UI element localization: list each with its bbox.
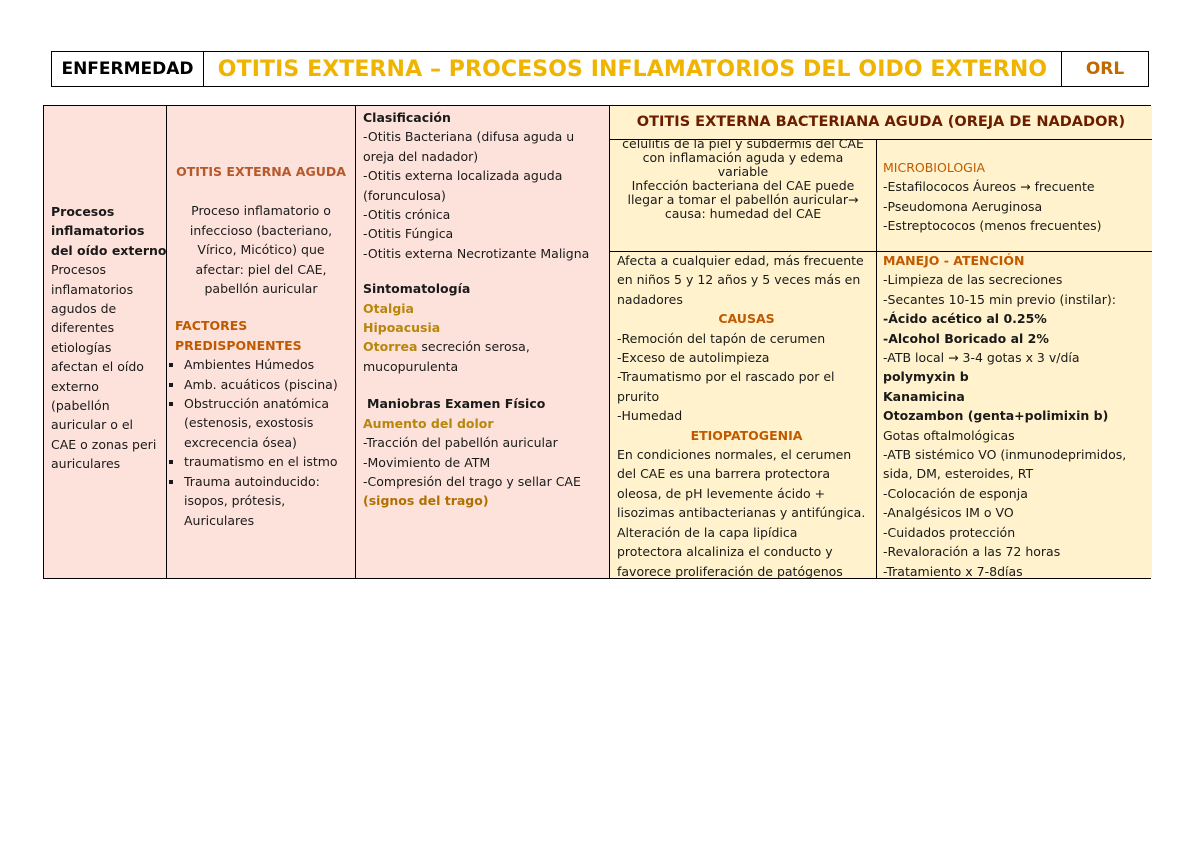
management-line: -ATB local → 3-4 gotas x 3 v/día	[883, 350, 1080, 366]
management-line: -Tratamiento x 7-8días	[883, 563, 1023, 578]
management-line: -Limpieza de las secreciones	[883, 272, 1063, 288]
classification-title: Clasificación	[363, 110, 451, 125]
pain-title: Aumento del dolor	[363, 415, 494, 431]
cause-item: -Remoción del tapón de cerumen	[617, 330, 826, 346]
management-bold-line: -Alcohol Boricado al 2%	[883, 330, 1049, 346]
drug-name: polymyxin b	[883, 369, 969, 385]
cause-item: -Exceso de autolimpieza	[617, 350, 770, 366]
exam-item: -Movimiento de ATM	[363, 454, 491, 470]
col1-body-line: diferentes	[51, 320, 115, 336]
management-block	[876, 251, 1152, 578]
col2-desc-line: Proceso inflamatorio o	[191, 203, 331, 219]
management-line: sida, DM, esteroides, RT	[883, 466, 1034, 482]
exam-item: -Compresión del trago y sellar CAE	[363, 473, 581, 489]
age-line: nadadores	[617, 291, 683, 307]
factors-list	[167, 355, 355, 530]
causes-block	[610, 251, 876, 578]
classification-item: -Otitis externa localizada aguda	[363, 168, 563, 184]
symptom-otalgia: Otalgia	[363, 300, 414, 316]
section-title: OTITIS EXTERNA BACTERIANA AGUDA (OREJA DE NADADOR)	[610, 106, 1152, 140]
symptoms-title: Sintomatología	[363, 281, 471, 297]
symptom-otorrea-cont: mucopurulenta	[363, 358, 459, 374]
classification-item: (forunculosa)	[363, 187, 446, 203]
col2-desc-line: Vírico, Micótico) que	[197, 242, 325, 258]
classification-item: -Otitis Bacteriana (difusa aguda u	[363, 129, 575, 145]
etio-line: lisozimas antibacterianas y antifúngica.	[617, 505, 866, 521]
col1-body-line: (pabellón	[51, 398, 110, 414]
column-otitis-aguda	[167, 106, 356, 578]
etio-line: del CAE es una barrera protectora	[617, 466, 830, 482]
management-line: -Revaloración a las 72 horas	[883, 544, 1061, 560]
col1-body-line: auricular o el	[51, 417, 134, 433]
factors-title-line: PREDISPONENTES	[175, 337, 302, 353]
cause-item: -Traumatismo por el rascado por el	[617, 369, 835, 385]
col2-title: OTITIS EXTERNA AGUDA	[176, 164, 346, 179]
cause-item: -Humedad	[617, 408, 683, 424]
definition-line: llegar a tomar el pabellón auricular→	[627, 192, 859, 207]
management-line: -ATB sistémico VO (inmunodeprimidos,	[883, 447, 1127, 463]
column-bacteriana-aguda	[610, 106, 1152, 578]
management-title: MANEJO - ATENCIÓN	[883, 253, 1025, 268]
definition-line: Infección bacteriana del CAE puede	[631, 178, 855, 193]
classification-item: oreja del nadador)	[363, 148, 479, 164]
factor-item: ▪ Obstrucción anatómica (estenosis, exostosis excrecencia ósea)	[184, 394, 355, 452]
etio-line: favorece proliferación de patógenos	[617, 563, 843, 578]
definition-block	[610, 139, 876, 251]
column-clasificacion	[356, 106, 610, 578]
col2-desc-line: infeccioso (bacteriano,	[189, 222, 333, 238]
management-line: Gotas oftalmológicas	[883, 427, 1015, 443]
microbiology-item: -Pseudomona Aeruginosa	[883, 198, 1043, 214]
exam-item: -Tracción del pabellón auricular	[363, 435, 558, 451]
causes-title: CAUSAS	[718, 311, 775, 327]
classification-item: -Otitis externa Necrotizante Maligna	[363, 245, 590, 261]
col1-heading-line: inflamatorios	[51, 223, 145, 239]
age-line: Afecta a cualquier edad, más frecuente	[617, 253, 864, 268]
col2-desc-line: pabellón auricular	[204, 281, 318, 297]
symptom-hipoacusia: Hipoacusia	[363, 320, 441, 336]
symptom-otorrea: Otorrea secreción serosa,	[363, 339, 530, 355]
microbiology-block	[876, 139, 1152, 251]
col1-heading-line: del oído externo	[51, 242, 167, 258]
management-line: -Colocación de esponja	[883, 485, 1028, 501]
exam-title: Maniobras Examen Físico	[367, 396, 546, 412]
etio-line: protectora alcaliniza el conducto y	[617, 544, 833, 560]
etiopathogenesis-title: ETIOPATOGENIA	[690, 427, 803, 443]
definition-line: variable	[717, 164, 769, 179]
etio-line: En condiciones normales, el cerumen	[617, 447, 852, 463]
page-title: OTITIS EXTERNA – PROCESOS INFLAMATORIOS DEL OIDO EXTERNO	[204, 52, 1062, 86]
col1-heading-line: Procesos	[51, 204, 115, 219]
microbiology-item: -Estreptococos (menos frecuentes)	[883, 218, 1102, 234]
microbiology-item: -Estafilococos Áureos → frecuente	[883, 179, 1095, 195]
drug-name: Otozambon (genta+polimixin b)	[883, 408, 1109, 424]
content-table	[43, 105, 1151, 579]
col1-body-line: Procesos	[51, 262, 107, 278]
microbiology-title: MICROBIOLOGIA	[883, 160, 986, 175]
col1-body-line: externo	[51, 378, 99, 394]
factor-item: ▪ Ambientes Húmedos	[184, 355, 355, 374]
management-line: -Analgésicos IM o VO	[883, 505, 1014, 521]
etio-line: oleosa, de pH levemente ácido +	[617, 485, 826, 501]
classification-item: -Otitis Fúngica	[363, 226, 454, 242]
etio-line: Alteración de la capa lipídica	[617, 524, 798, 540]
col1-body-line: auriculares	[51, 456, 121, 472]
trago-signs: (signos del trago)	[363, 493, 489, 509]
col1-body-line: inflamatorios	[51, 281, 134, 297]
cause-item: prurito	[617, 388, 660, 404]
drug-name: Kanamicina	[883, 388, 965, 404]
col2-desc-line: afectar: piel del CAE,	[195, 261, 327, 277]
definition-line: con inflamación aguda y edema	[642, 150, 844, 165]
factor-item: ▪ Amb. acuáticos (piscina)	[184, 375, 355, 394]
header-label: ENFERMEDAD	[52, 52, 204, 86]
classification-item: -Otitis crónica	[363, 207, 451, 223]
age-line: en niños 5 y 12 años y 5 veces más en	[617, 272, 861, 288]
col1-body-line: CAE o zonas peri	[51, 436, 157, 452]
col1-body-line: etiologías	[51, 339, 112, 355]
management-line: -Secantes 10-15 min previo (instilar):	[883, 291, 1117, 307]
col1-body-line: afectan el oído	[51, 359, 144, 375]
factor-item: ▪ traumatismo en el istmo	[184, 452, 355, 471]
management-line: -Cuidados protección	[883, 524, 1016, 540]
specialty-label: ORL	[1085, 59, 1125, 79]
factor-item: ▪ Trauma autoinducido: isopos, prótesis, Auriculares	[184, 472, 355, 530]
management-bold-line: -Ácido acético al 0.25%	[883, 311, 1047, 327]
col1-body-line: agudos de	[51, 301, 117, 317]
column-definition	[44, 106, 167, 578]
factors-title-line: FACTORES	[175, 318, 248, 334]
definition-line: causa: humedad del CAE	[664, 206, 822, 221]
header-bar	[51, 51, 1149, 87]
definition-line: celulitis de la piel y subdermis del CAE	[622, 139, 864, 151]
